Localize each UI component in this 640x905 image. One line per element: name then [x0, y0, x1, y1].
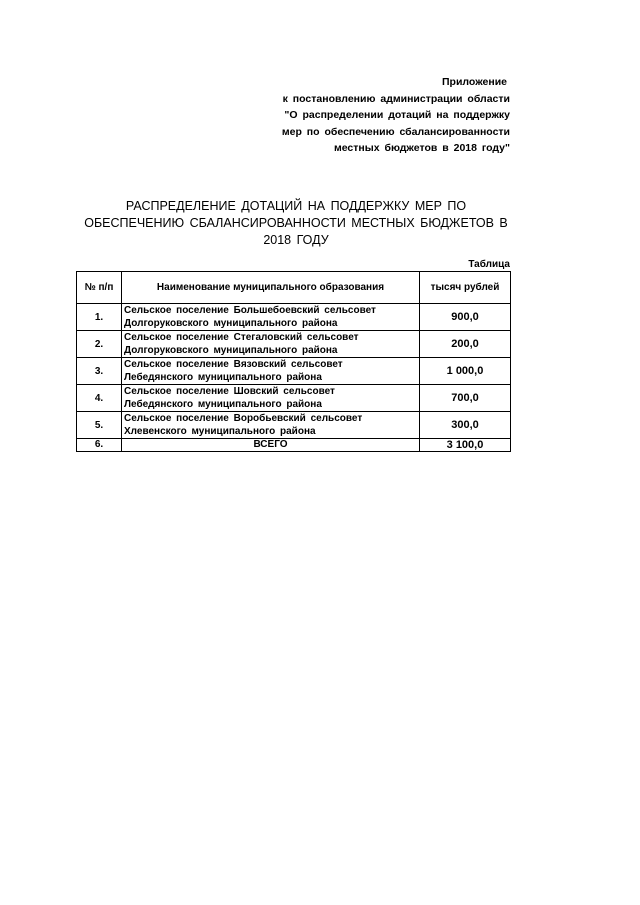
table-caption: Таблица: [468, 259, 510, 270]
row-name-line: Долгоруковского муниципального района: [124, 345, 338, 356]
document-title-line: 2018 ГОДУ: [263, 233, 329, 247]
row-name-line: Хлевенского муниципального района: [124, 426, 316, 437]
header-name: Наименование муниципального образования: [122, 272, 420, 304]
row-amount: 1 000,0: [420, 358, 511, 385]
row-name: [122, 358, 420, 385]
row-name-line: Сельское поселение Шовский сельсовет: [124, 386, 335, 397]
document-title-line: ОБЕСПЕЧЕНИЮ СБАЛАНСИРОВАННОСТИ МЕСТНЫХ БЮДЖЕТОВ В: [84, 216, 508, 230]
table-row: [77, 412, 511, 439]
row-name-line: Сельское поселение Вязовский сельсовет: [124, 359, 343, 370]
header-number: № п/п: [77, 272, 122, 304]
row-name: [122, 385, 420, 412]
appendix-line: местных бюджетов в 2018 году": [333, 142, 510, 154]
row-name-line: Сельское поселение Воробьевский сельсовет: [124, 413, 363, 424]
appendix-title: Приложение: [441, 76, 507, 88]
row-number: 5.: [77, 412, 122, 439]
row-name-line: Лебедянского муниципального района: [124, 399, 322, 410]
row-name-line: Долгоруковского муниципального района: [124, 318, 338, 329]
appendix-line: мер по обеспечению сбалансированности: [281, 125, 510, 138]
appendix-header: [210, 74, 510, 157]
row-amount: 900,0: [420, 304, 511, 331]
row-number: 4.: [77, 385, 122, 412]
appendix-line: к постановлению администрации области: [282, 92, 510, 105]
row-name-line: Сельское поселение Большебоевский сельсовет: [124, 305, 376, 316]
grants-table: [76, 271, 511, 452]
table-row: [77, 358, 511, 385]
row-name: [122, 331, 420, 358]
appendix-line: "О распределении дотаций на поддержку: [284, 109, 510, 121]
total-amount: 3 100,0: [420, 439, 511, 452]
document-title-line: РАСПРЕДЕЛЕНИЕ ДОТАЦИЙ НА ПОДДЕРЖКУ МЕР ПО: [125, 199, 467, 213]
row-name-line: Сельское поселение Стегаловский сельсовет: [124, 332, 359, 343]
table-row: [77, 385, 511, 412]
row-name-line: Лебедянского муниципального района: [124, 372, 322, 383]
row-number: 1.: [77, 304, 122, 331]
total-number: 6.: [77, 439, 122, 452]
row-number: 2.: [77, 331, 122, 358]
row-name: [122, 412, 420, 439]
table-header-row: [77, 272, 511, 304]
table-total-row: [77, 439, 511, 452]
row-number: 3.: [77, 358, 122, 385]
row-amount: 300,0: [420, 412, 511, 439]
row-name: [122, 304, 420, 331]
row-amount: 700,0: [420, 385, 511, 412]
header-amount: тысяч рублей: [420, 272, 511, 304]
total-label: ВСЕГО: [122, 439, 420, 452]
document-title: [75, 198, 517, 249]
table-row: [77, 304, 511, 331]
row-amount: 200,0: [420, 331, 511, 358]
table-row: [77, 331, 511, 358]
